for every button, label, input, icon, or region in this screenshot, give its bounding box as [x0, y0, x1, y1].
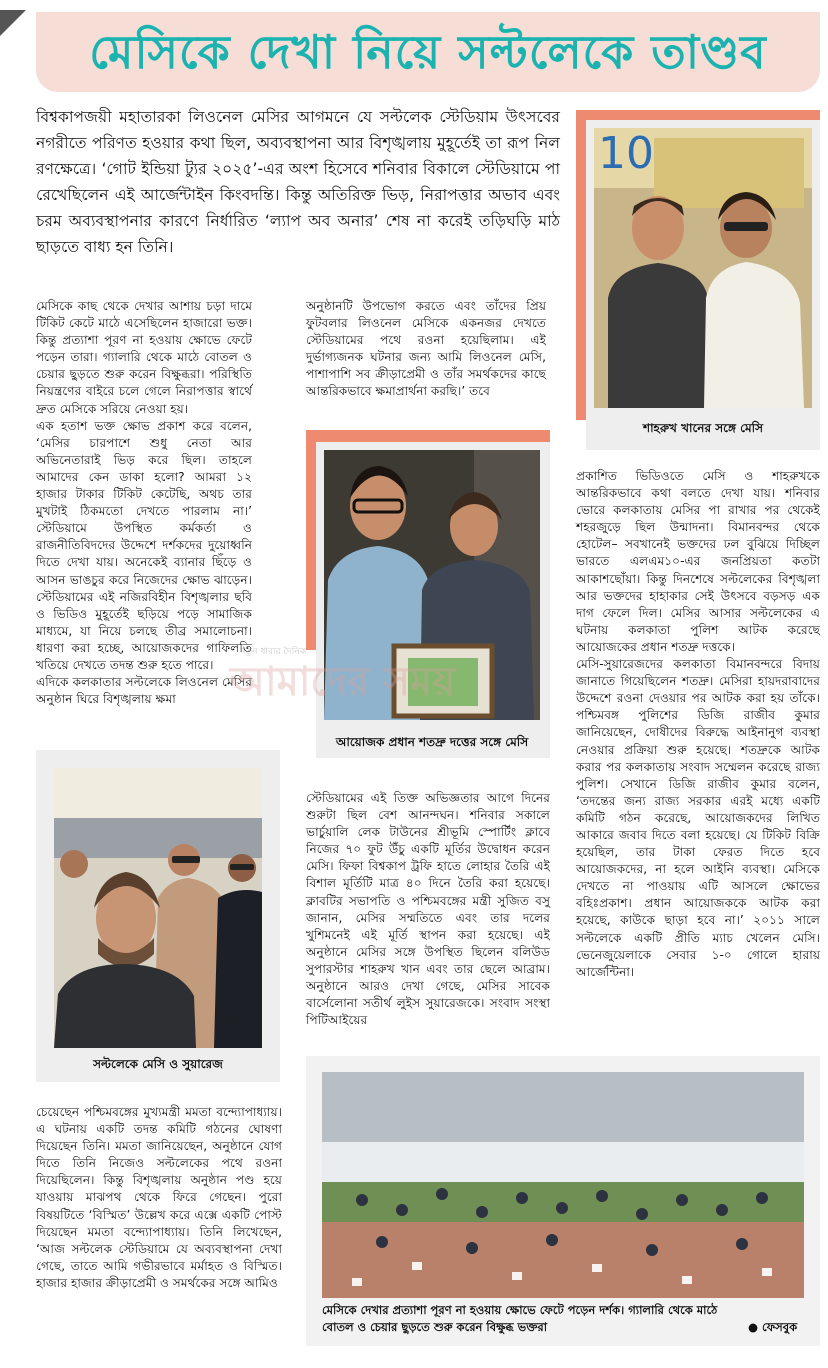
watermark-tagline: নতুন ধারার দৈনিক	[240, 647, 306, 657]
shahrukh-photo-frame	[586, 120, 820, 450]
svg-text:10: 10	[598, 128, 654, 179]
stadium-chaos-photo	[322, 1072, 804, 1298]
messi-shahrukh-photo	[594, 128, 812, 408]
stadium-photo-frame	[306, 1056, 820, 1346]
column-1-text: মেসিকে কাছ থেকে দেখার আশায় চড়া দামে টিকিট কেটে মাঠে এসেছিলেন হাজারো ভক্ত। কিন্তু প্রত্যাশা পূরণ না হওয়ায় ক্ষোভে ফেটে পড়েন তারা। গ্যালারি থেকে মাঠে বোতল ও চেয়ার ছুড়তে শুরু করেন বিক্ষুব্ধরা। পরিস্থিতি নিয়ন্ত্রণের বাইরে চলে গেলে নিরাপত্তার স্বার্থে দ্রুত মেসিকে সরিয়ে নেওয়া হয়। এক হতাশ ভক্ত ক্ষোভ প্রকাশ করে বলেন, ‘মেসির চারপাশে শুধু নেতা আর অভিনেতারাই ভিড় করে ছিল। তাহলে আমাদের কেন ডাকা হলো? আমরা ১২ হাজার টাকার টিকিট কেটেছি, অথচ তার মুখটাই ঠিকমতো দেখতে পারলাম না।’ স্টেডিয়ামে উপস্থিত কর্মকর্তা ও রাজনীতিবিদদের উদ্দেশে দর্শকদের দুয়োধ্বনি দিতে দেখা যায়। অনেকেই ব্যানার ছিঁড়ে ও আসন ভাঙচুর করে নিজেদের ক্ষোভ ঝাড়েন। স্টেডিয়ামের এই নজিরবিহীন বিশৃঙ্খলার ছবি ও ভিডিও মুহূর্তেই ছড়িয়ে পড়ে সামাজিক মাধ্যমে, যা নিয়ে চলছে তীব্র সমালোচনা। ধারণা করা হচ্ছে, আয়োজকদের গাফিলতি খতিয়ে দেখতে তদন্ত শুরু হতে পারে। এদিকে কলকাতার সল্টলেকে লিওনেল মেসির অনুষ্ঠান ঘিরে বিশৃঙ্খলায় ক্ষমা	[36, 299, 252, 707]
column-2-bottom-text: স্টেডিয়ামের এই তিক্ত অভিজ্ঞতার আগে দিনের শুরুটা ছিল বেশ আনন্দঘন। শনিবার সকালে ভার্চুয়ালি লেক টাউনের শ্রীভূমি স্পোর্টিং ক্লাবে নিজের ৭০ ফুট উঁচু একটি মূর্তির উদ্বোধন করেন মেসি। ফিফা বিশ্বকাপ ট্রফি হাতে লোহার তৈরি এই বিশাল মূর্তিটি মাত্র ৪০ দিনে তৈরি করা হয়েছে। ক্লাবটির সভাপতি ও পশ্চিমবঙ্গের মন্ত্রী সুজিত বসু জানান, মেসির সম্মতিতে এবং তার দলের খুশিমনেই এই মূর্তি স্থাপন করা হয়েছে। এই অনুষ্ঠানে মেসির সঙ্গে উপস্থিত ছিলেন বলিউড সুপারস্টার শাহরুখ খান এবং তার ছেলে আব্রাম। অনুষ্ঠানে আরও দেখা গেছে, মেসির সাবেক বার্সেলোনা সতীর্থ লুইস সুয়ারেজকে। সংবাদ সংস্থা পিটিআইয়ের	[306, 791, 550, 1028]
column-2-top-text: অনুষ্ঠানটি উপভোগ করতে এবং তাঁদের প্রিয় ফুটবলার লিওনেল মেসিকে একনজর দেখতে স্টেডিয়ামের পথে রওনা হয়েছিলাম। এই দুর্ভাগ্যজনক ঘটনার জন্য আমি লিওনেল মেসি, পাশাপাশি সব ক্রীড়াপ্রেমী ও তাঁর সমর্থকদের কাছে আন্তরিকভাবে ক্ষমাপ্রার্থনা করছি।’ তবে	[306, 299, 546, 399]
caption-organizer: আয়োজক প্রধান শতদ্রু দত্তের সঙ্গে মেসি	[335, 735, 529, 749]
organizer-photo-frame	[316, 442, 550, 758]
caption-stadium: মেসিকে দেখার প্রত্যাশা পূরণ না হওয়ায় ক্ষোভে ফেটে পড়েন দর্শক। গ্যালারি থেকে মাঠে বোতল ও চেয়ার ছুড়তে শুরু করেন বিক্ষুব্ধ ভক্তরা	[322, 1303, 718, 1334]
caption-shahrukh: শাহরুখ খানের সঙ্গে মেসি	[642, 421, 764, 435]
newspaper-watermark	[230, 647, 610, 710]
lead-paragraph: বিশ্বকাপজয়ী মহাতারকা লিওনেল মেসির আগমনে যে সল্টলেক স্টেডিয়াম উৎসবের নগরীতে পরিণত হওয়ার কথা ছিল, অব্যবস্থাপনা আর বিশৃঙ্খলায় মুহূর্তেই তা রূপ নিল রণক্ষেত্রে। ‘গোট ইন্ডিয়া ট্যুর ২০২৫’-এর অংশ হিসেবে শনিবার বিকালে স্টেডিয়ামে পা রেখেছিলেন এই আর্জেন্টাইন কিংবদন্তি। কিন্তু অতিরিক্ত ভিড়, নিরাপত্তার অভাব এবং চরম অব্যবস্থাপনার কারণে নির্ধারিত ‘ল্যাপ অব অনার’ শেষ না করেই তড়িঘড়ি মাঠ ছাড়তে বাধ্য হন তিনি।	[36, 108, 560, 256]
photo-credit: ● ফেসবুক	[748, 1320, 798, 1334]
headline-banner	[0, 0, 828, 100]
column-1-bottom-text: চেয়েছেন পশ্চিমবঙ্গের মুখ্যমন্ত্রী মমতা বন্দ্যোপাধ্যায়। এ ঘটনায় একটি তদন্ত কমিটি গঠনের ঘোষণা দিয়েছেন তিনি। মমতা জানিয়েছেন, অনুষ্ঠানে যোগ দিতে তিনি নিজেও সল্টলেকের পথে রওনা দিয়েছিলেন। কিন্তু বিশৃঙ্খলায় অনুষ্ঠান পণ্ড হয়ে যাওয়ায় মাঝপথ থেকে ফিরে গেছেন। পুরো বিষয়টিতে ‘বিস্মিত’ উল্লেখ করে এক্সে একটি পোস্ট দিয়েছেন মমতা বন্দ্যোপাধ্যায়। তিনি লিখেছেন, ‘আজ সল্টলেক স্টেডিয়ামে যে অব্যবস্থাপনা দেখা গেছে, তাতে আমি গভীরভাবে মর্মাহত ও বিস্মিত। হাজার হাজার ক্রীড়াপ্রেমী ও সমর্থকের সঙ্গে আমিও	[36, 1105, 282, 1290]
watermark-logo: আমাদের সময়	[230, 659, 456, 705]
corner-mark	[0, 10, 26, 36]
headline: মেসিকে দেখা নিয়ে সল্টলেকে তাণ্ডব	[89, 25, 767, 79]
column-3-text: প্রকাশিত ভিডিওতে মেসি ও শাহরুখকে আন্তরিকভাবে কথা বলতে দেখা যায়। শনিবার ভোরে কলকাতায় মেসির পা রাখার পর থেকেই শহরজুড়ে ছিল উন্মাদনা। বিমানবন্দর থেকে হোটেল– সবখানেই ভক্তদের ঢল বুঝিয়ে দিচ্ছিল ভারতে এলএম১০-এর জনপ্রিয়তা কতটা আকাশছোঁয়া। কিন্তু দিনশেষে সল্টলেকের বিশৃঙ্খলা আর ভক্তদের হাহাকার সেই উৎসবে বড়সড় এক দাগ ফেলে দিল। মেসির আসার সল্টলেকের এ ঘটনায় কলকাতা পুলিশ আটক করেছে আয়োজকের প্রধান শতদ্রু দত্তকে। মেসি-সুয়ারেজদের কলকাতা বিমানবন্দরে বিদায় জানাতে গিয়েছিলেন শতদ্রু। মেসিরা হায়দরাবাদের উদ্দেশে রওনা দেওয়ার পর আটক করা হয় তাঁকে। পশ্চিমবঙ্গ পুলিশের ডিজি রাজীব কুমার জানিয়েছেন, দোষীদের বিরুদ্ধে আইনানুগ ব্যবস্থা নেওয়ার প্রক্রিয়া শুরু হয়েছে। শতদ্রুকে আটক করার পর কলকাতায় সংবাদ সম্মেলন করেছে রাজ্য পুলিশ। সেখানে ডিজি রাজীব কুমার বলেন, ‘তদন্তের জন্য রাজ্য সরকার এরই মধ্যে একটি কমিটি গঠন করেছে, আয়োজকদের লিখিত আকারে জবাব দিতে বলা হয়েছে। যে টিকিট বিক্রি হয়েছিল, তার টাকা ফেরত দিতে হবে আয়োজকদের, না হলে আইনি ব্যবস্থা। মেসিকে দেখতে না পাওয়ায় এটি আসলে ক্ষোভের বহিঃপ্রকাশ। প্রধান আয়োজককে আটক করা হয়েছে, কাউকে ছাড়া হবে না।’ ২০১১ সালে সল্টলেকে একটি প্রীতি ম্যাচ খেলেন মেসি। ভেনেজুয়েলাকে সেবার ১-০ গোলে হারায় আর্জেন্টিনা।	[576, 469, 820, 979]
suarez-photo-frame	[36, 750, 280, 1082]
caption-suarez: সল্টলেকে মেসি ও সুয়ারেজ	[93, 1057, 223, 1071]
messi-suarez-photo	[54, 768, 262, 1048]
